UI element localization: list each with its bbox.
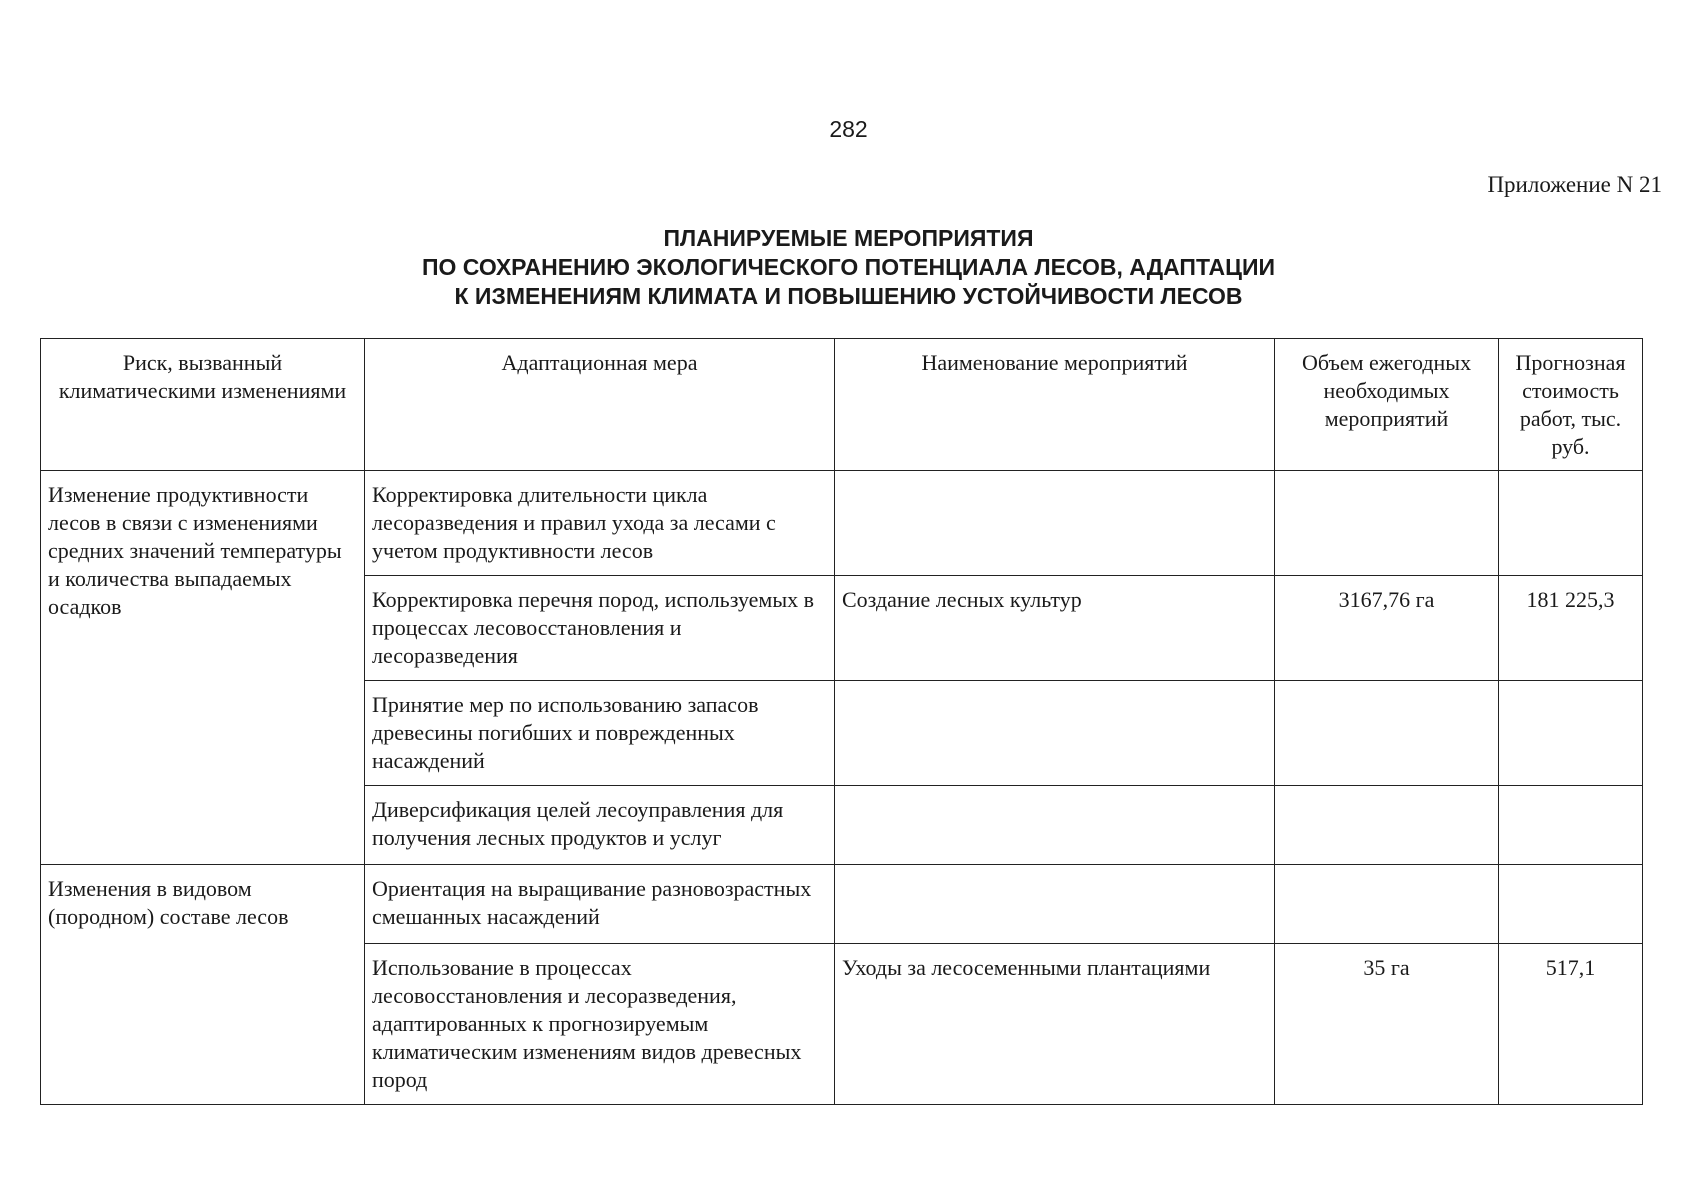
header-risk: Риск, вызванный климатическими изменениями [41,339,365,471]
table-header-row [41,339,1643,471]
cost-cell [1499,786,1643,865]
table-row [41,471,1643,576]
measure-cell: Ориентация на выращивание разновозрастных смешанных насаждений [365,865,835,944]
measures-table [40,338,1643,1105]
title-line-2: ПО СОХРАНЕНИЮ ЭКОЛОГИЧЕСКОГО ПОТЕНЦИАЛА ЛЕСОВ, АДАПТАЦИИ [421,254,1276,280]
volume-cell [1275,786,1499,865]
header-annual-volume: Объем ежегодных необходимых мероприятий [1275,339,1499,471]
cost-cell [1499,865,1643,944]
volume-cell [1275,865,1499,944]
appendix-label: Приложение N 21 [1487,172,1662,197]
risk-cell: Изменение продуктивности лесов в связи с изменениями средних значений температуры и количества выпадаемых осадков [41,471,365,865]
table-row [41,865,1643,944]
activity-cell: Уходы за лесосеменными плантациями [835,944,1275,1105]
document-title [0,224,1697,311]
cost-cell [1499,471,1643,576]
header-adaptation-measure: Адаптационная мера [365,339,835,471]
page-number: 282 [829,116,868,142]
activity-cell [835,681,1275,786]
risk-cell: Изменения в видовом (породном) составе лесов [41,865,365,1105]
volume-cell: 35 га [1275,944,1499,1105]
measure-cell: Корректировка перечня пород, используемых в процессах лесовосстановления и лесоразведения [365,576,835,681]
activity-cell [835,786,1275,865]
cost-cell: 181 225,3 [1499,576,1643,681]
activity-cell [835,865,1275,944]
measure-cell: Диверсификация целей лесоуправления для получения лесных продуктов и услуг [365,786,835,865]
title-line-1: ПЛАНИРУЕМЫЕ МЕРОПРИЯТИЯ [663,225,1034,251]
measure-cell: Корректировка длительности цикла лесоразведения и правил ухода за лесами с учетом продуктивности лесов [365,471,835,576]
volume-cell [1275,681,1499,786]
cost-cell: 517,1 [1499,944,1643,1105]
volume-cell: 3167,76 га [1275,576,1499,681]
cost-cell [1499,681,1643,786]
measure-cell: Принятие мер по использованию запасов древесины погибших и поврежденных насаждений [365,681,835,786]
header-forecast-cost: Прогнозная стоимость работ, тыс. руб. [1499,339,1643,471]
activity-cell: Создание лесных культур [835,576,1275,681]
title-line-3: К ИЗМЕНЕНИЯМ КЛИМАТА И ПОВЫШЕНИЮ УСТОЙЧИВОСТИ ЛЕСОВ [454,283,1243,309]
header-activity-name: Наименование мероприятий [835,339,1275,471]
volume-cell [1275,471,1499,576]
activity-cell [835,471,1275,576]
measure-cell: Использование в процессах лесовосстановления и лесоразведения, адаптированных к прогнозируемым климатическим изменениям видов древесных пород [365,944,835,1105]
